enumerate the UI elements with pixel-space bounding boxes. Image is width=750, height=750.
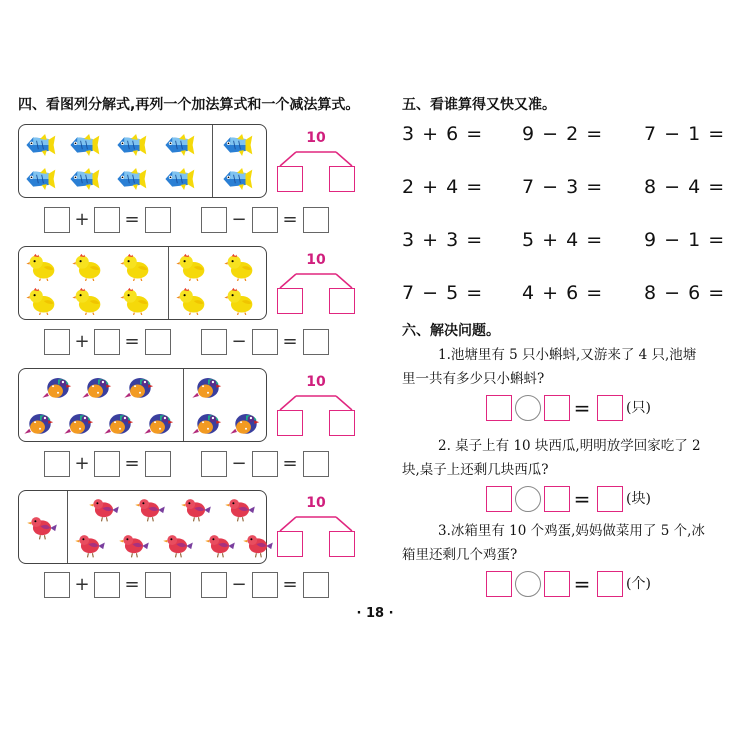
answer-box[interactable] (44, 329, 70, 355)
section5-heading: 五、看谁算得又快又准。 (402, 97, 556, 113)
equals-sign: = (573, 572, 591, 596)
calc-problem: 9 − 2 = (522, 123, 604, 145)
answer-box[interactable] (94, 451, 120, 477)
parrot-icon (23, 409, 57, 437)
chick-icon (223, 287, 257, 315)
red-bird-icon (25, 513, 59, 541)
answer-box[interactable] (94, 329, 120, 355)
red-bird-icon (241, 531, 275, 559)
tree-right-box[interactable] (329, 288, 355, 314)
equals-sign: = (573, 396, 591, 420)
chick-icon (119, 253, 153, 281)
answer-box[interactable] (145, 572, 171, 598)
red-bird-icon (117, 531, 151, 559)
operator-circle[interactable] (515, 486, 541, 512)
calc-problem: 2 + 4 = (402, 176, 484, 198)
chick-icon (119, 287, 153, 315)
picture-box-red-birds (18, 490, 267, 564)
red-bird-icon (87, 495, 121, 523)
picture-divider (168, 247, 169, 319)
problem-line: 里一共有多少只小蝌蚪? (402, 371, 545, 387)
red-bird-icon (73, 531, 107, 559)
answer-box[interactable] (94, 207, 120, 233)
picture-box-fish (18, 124, 267, 198)
tree-right-box[interactable] (329, 410, 355, 436)
chick-icon (25, 253, 59, 281)
fish-icon (114, 131, 148, 159)
fish-icon (67, 165, 101, 193)
tree-right-box[interactable] (329, 531, 355, 557)
calc-problem: 9 − 1 = (644, 229, 726, 251)
calc-problem: 7 − 3 = (522, 176, 604, 198)
chick-icon (25, 287, 59, 315)
parrot-icon (191, 373, 225, 401)
answer-box[interactable] (544, 571, 570, 597)
answer-box[interactable] (303, 451, 329, 477)
chick-icon (71, 287, 105, 315)
chick-icon (175, 253, 209, 281)
picture-divider (212, 125, 213, 197)
problem-line: 2. 桌子上有 10 块西瓜,明明放学回家吃了 2 (438, 438, 701, 454)
answer-box[interactable] (597, 571, 623, 597)
tree-branches (276, 148, 356, 168)
answer-box[interactable] (252, 451, 278, 477)
chick-icon (71, 253, 105, 281)
answer-box[interactable] (544, 395, 570, 421)
equals-sign: = (282, 209, 298, 230)
tree-branches (276, 392, 356, 412)
answer-box[interactable] (597, 486, 623, 512)
picture-box-chicks (18, 246, 267, 320)
red-bird-icon (161, 531, 195, 559)
tree-total: 10 (306, 130, 326, 146)
plus-sign: + (74, 331, 90, 352)
equals-sign: = (282, 574, 298, 595)
red-bird-icon (179, 495, 213, 523)
plus-sign: + (74, 453, 90, 474)
problem-line: 3.冰箱里有 10 个鸡蛋,妈妈做菜用了 5 个,冰 (438, 523, 705, 539)
minus-sign: − (231, 209, 247, 230)
calc-problem: 7 − 5 = (402, 282, 484, 304)
page-number: · 18 · (356, 606, 394, 621)
parrot-icon (229, 409, 263, 437)
answer-box[interactable] (303, 329, 329, 355)
calc-problem: 5 + 4 = (522, 229, 604, 251)
fish-icon (67, 131, 101, 159)
answer-box[interactable] (544, 486, 570, 512)
answer-box[interactable] (44, 207, 70, 233)
picture-divider (67, 491, 68, 563)
calc-problem: 8 − 6 = (644, 282, 726, 304)
answer-box[interactable] (252, 329, 278, 355)
red-bird-icon (203, 531, 237, 559)
answer-box[interactable] (145, 329, 171, 355)
minus-sign: − (231, 574, 247, 595)
fish-icon (162, 165, 196, 193)
tree-left-box[interactable] (277, 410, 303, 436)
equals-sign: = (124, 453, 140, 474)
answer-box[interactable] (145, 207, 171, 233)
calc-problem: 4 + 6 = (522, 282, 604, 304)
equals-sign: = (124, 574, 140, 595)
problem-line: 1.池塘里有 5 只小蝌蚪,又游来了 4 只,池塘 (438, 347, 697, 363)
parrot-icon (191, 409, 225, 437)
answer-box[interactable] (303, 207, 329, 233)
picture-box-parrots (18, 368, 267, 442)
problem-line: 块,桌子上还剩几块西瓜? (402, 462, 549, 478)
parrot-icon (63, 409, 97, 437)
fish-icon (114, 165, 148, 193)
tree-left-box[interactable] (277, 166, 303, 192)
minus-sign: − (231, 331, 247, 352)
answer-box[interactable] (145, 451, 171, 477)
word-problem (402, 434, 732, 482)
unit-label: (只) (626, 400, 651, 416)
equals-sign: = (124, 209, 140, 230)
section4-heading: 四、看图列分解式,再列一个加法算式和一个减法算式。 (18, 97, 360, 113)
minus-sign: − (231, 453, 247, 474)
answer-box[interactable] (201, 572, 227, 598)
equals-sign: = (124, 331, 140, 352)
word-problem (402, 343, 732, 391)
answer-box[interactable] (303, 572, 329, 598)
tree-branches (276, 513, 356, 533)
answer-box[interactable] (44, 451, 70, 477)
word-problem (402, 519, 732, 567)
calc-problem: 3 + 3 = (402, 229, 484, 251)
tree-branches (276, 270, 356, 290)
fish-icon (162, 131, 196, 159)
operator-circle[interactable] (515, 395, 541, 421)
tree-right-box[interactable] (329, 166, 355, 192)
problem-line: 箱里还剩几个鸡蛋? (402, 547, 518, 563)
tree-total: 10 (306, 374, 326, 390)
tree-total: 10 (306, 495, 326, 511)
answer-box[interactable] (486, 486, 512, 512)
equals-sign: = (573, 487, 591, 511)
answer-box[interactable] (597, 395, 623, 421)
tree-total: 10 (306, 252, 326, 268)
chick-icon (223, 253, 257, 281)
operator-circle[interactable] (515, 571, 541, 597)
equals-sign: = (282, 453, 298, 474)
calc-problem: 3 + 6 = (402, 123, 484, 145)
parrot-icon (123, 373, 157, 401)
parrot-icon (81, 373, 115, 401)
answer-box[interactable] (201, 451, 227, 477)
answer-box[interactable] (201, 329, 227, 355)
parrot-icon (41, 373, 75, 401)
parrot-icon (103, 409, 137, 437)
tree-left-box[interactable] (277, 531, 303, 557)
fish-icon (220, 131, 254, 159)
answer-box[interactable] (486, 571, 512, 597)
red-bird-icon (133, 495, 167, 523)
answer-box[interactable] (252, 572, 278, 598)
unit-label: (个) (626, 576, 651, 592)
parrot-icon (143, 409, 177, 437)
answer-box[interactable] (201, 207, 227, 233)
tree-left-box[interactable] (277, 288, 303, 314)
plus-sign: + (74, 574, 90, 595)
chick-icon (175, 287, 209, 315)
answer-box[interactable] (486, 395, 512, 421)
fish-icon (23, 165, 57, 193)
plus-sign: + (74, 209, 90, 230)
calc-problem: 7 − 1 = (644, 123, 726, 145)
answer-box[interactable] (94, 572, 120, 598)
fish-icon (23, 131, 57, 159)
unit-label: (块) (626, 491, 651, 507)
picture-divider (183, 369, 184, 441)
equals-sign: = (282, 331, 298, 352)
answer-box[interactable] (252, 207, 278, 233)
fish-icon (220, 165, 254, 193)
answer-box[interactable] (44, 572, 70, 598)
section6-heading: 六、解决问题。 (402, 323, 500, 339)
red-bird-icon (223, 495, 257, 523)
calc-problem: 8 − 4 = (644, 176, 726, 198)
